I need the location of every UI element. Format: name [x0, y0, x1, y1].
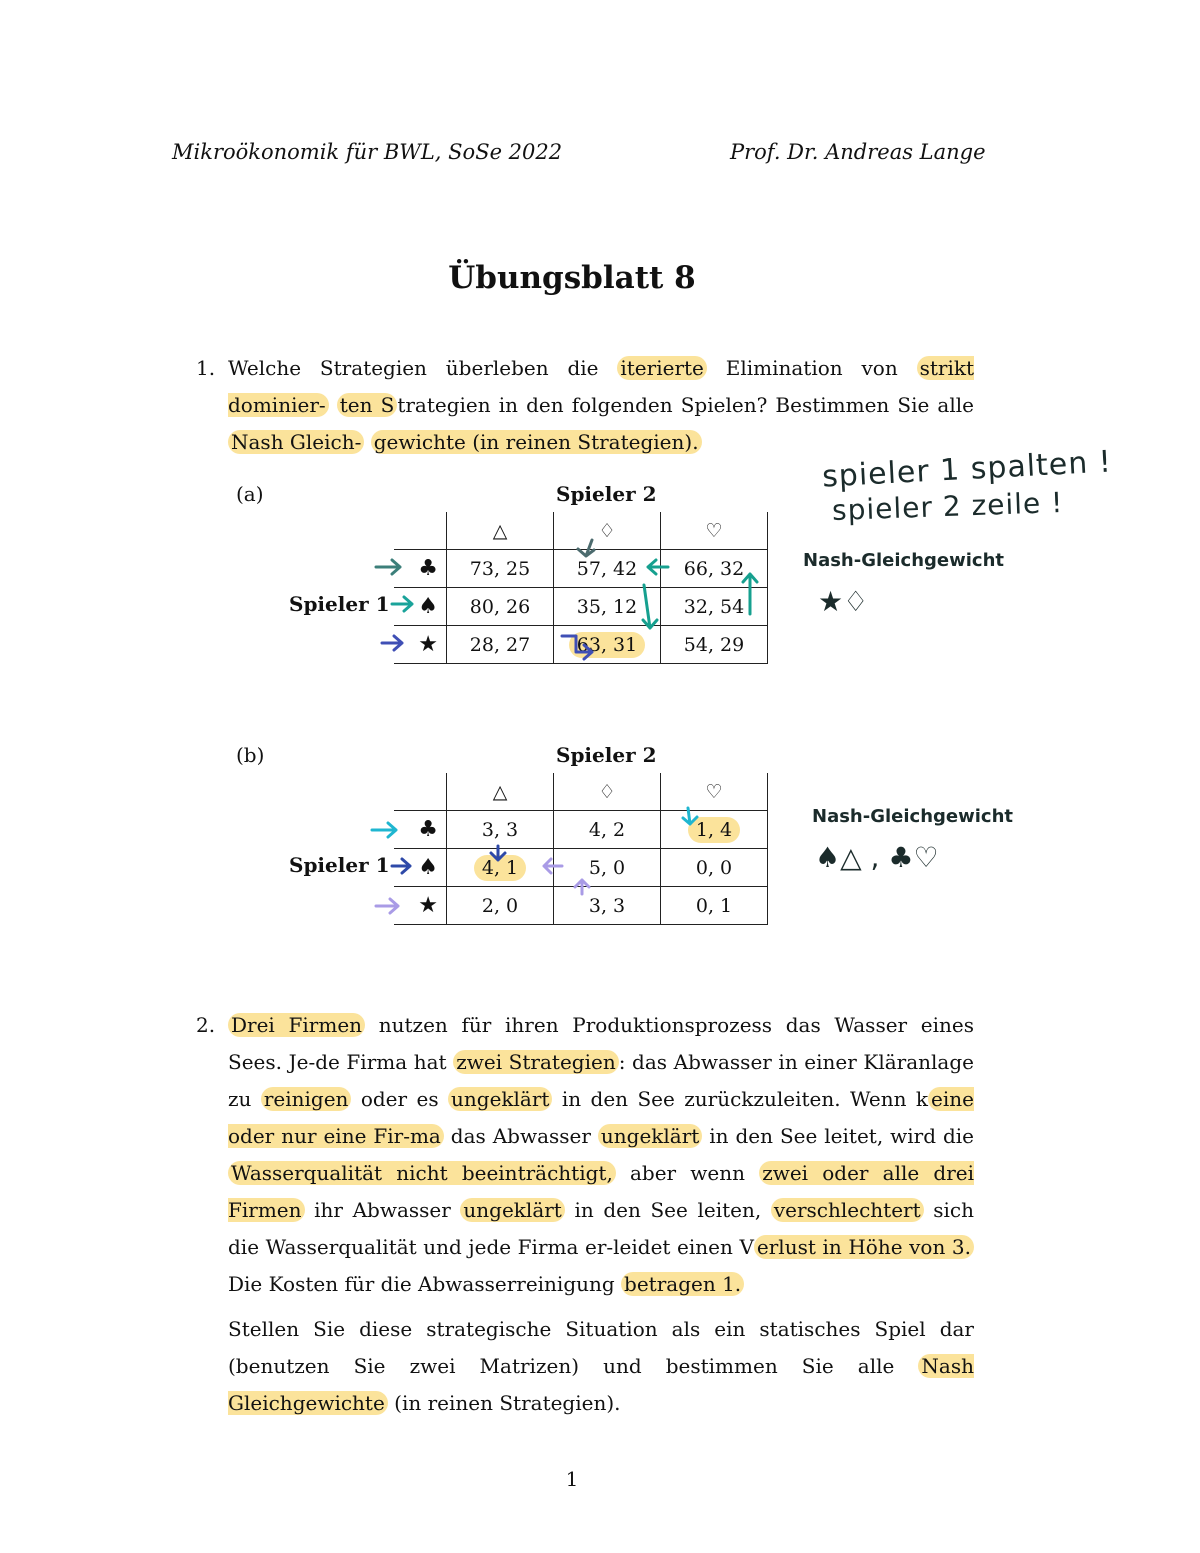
- q1-text: Elimination von: [706, 356, 917, 380]
- payoff-cell-highlighted: [447, 849, 554, 887]
- q1-highlight: iterierte: [617, 356, 707, 380]
- column-header: △: [447, 773, 554, 811]
- payoff-cell: 2, 0: [447, 887, 554, 925]
- column-header: ♢: [554, 512, 661, 550]
- game-b-matrix: [394, 773, 768, 925]
- handwritten-note-1: spieler 1 spalten !: [821, 444, 1113, 495]
- column-header: ♡: [661, 512, 768, 550]
- payoff-cell-highlighted: [554, 626, 661, 664]
- payoff-cell: 28, 27: [447, 626, 554, 664]
- q2-highlight: ungeklärt: [448, 1087, 552, 1111]
- payoff-cell: 3, 3: [447, 811, 554, 849]
- row-header: ♣: [394, 811, 447, 849]
- q2-highlight: zwei Strategien: [453, 1050, 619, 1074]
- question-2-number: 2.: [196, 1013, 216, 1037]
- q2-highlight: Drei Firmen: [228, 1013, 365, 1037]
- q1-highlight: ten S: [337, 393, 398, 417]
- q2-text: sich die Wasserqualität und jede Firma er-leidet einen V: [228, 1198, 974, 1259]
- q2-highlight: zwei oder alle drei Firmen: [228, 1161, 974, 1222]
- nash-equilibrium-highlight: 63, 31: [569, 632, 645, 658]
- column-header: △: [447, 512, 554, 550]
- page-number: 1: [565, 1467, 579, 1491]
- q2-highlight: betragen 1.: [621, 1272, 744, 1296]
- q2-highlight: ungeklärt: [460, 1198, 564, 1222]
- row-header: ♠: [394, 849, 447, 887]
- q2-followup-text: Stellen Sie diese strategische Situation als ein statisches Spiel dar (benutzen Sie zwei Matrizen) und bestimmen Sie alle: [228, 1317, 974, 1378]
- payoff-cell: 5, 0: [554, 849, 661, 887]
- handwritten-nash-b: ♠△ , ♣♡: [815, 841, 939, 874]
- payoff-cell: 66, 32: [661, 550, 768, 588]
- row-header: ♠: [394, 588, 447, 626]
- q2-text: : das Abwasser in einer Kläranlage zu: [228, 1050, 974, 1111]
- nash-equilibrium-highlight: 1, 4: [688, 817, 740, 843]
- q2-highlight: verschlechtert: [771, 1198, 924, 1222]
- handwritten-nash-a: ★♢: [818, 585, 869, 618]
- q2-highlight: ungeklärt: [598, 1124, 702, 1148]
- handwritten-nash-label-a: Nash-Gleichgewicht: [803, 550, 1004, 571]
- q2-followup-highlight: Nash Gleichgewichte: [228, 1354, 974, 1415]
- q2-highlight: erlust in Höhe von 3.: [754, 1235, 974, 1259]
- q2-text: aber wenn: [615, 1161, 760, 1185]
- payoff-cell-highlighted: [661, 811, 768, 849]
- q1-highlight: strikt dominier-: [228, 356, 974, 417]
- question-2-text: [228, 1007, 974, 1303]
- game-b-label: (b): [236, 743, 265, 767]
- game-a-matrix: [394, 512, 768, 664]
- q2-text: in den See leitet, wird die: [702, 1124, 974, 1148]
- payoff-cell: 73, 25: [447, 550, 554, 588]
- q2-followup-text: (in reinen Strategien).: [387, 1391, 621, 1415]
- game-a-label: (a): [236, 482, 264, 506]
- q1-highlight: gewichte (in reinen Strategien).: [371, 430, 702, 454]
- game-a-player2: Spieler 2: [556, 482, 657, 506]
- q2-highlight: eine oder nur eine Fir-ma: [228, 1087, 974, 1148]
- payoff-cell: 57, 42: [554, 550, 661, 588]
- page-title: Übungsblatt 8: [448, 260, 696, 296]
- payoff-cell: 35, 12: [554, 588, 661, 626]
- q2-text: Die Kosten für die Abwasserreinigung: [228, 1272, 622, 1296]
- corner-cell: [394, 512, 447, 550]
- q2-text: ihr Abwasser: [304, 1198, 461, 1222]
- nash-equilibrium-highlight: 4, 1: [474, 855, 526, 881]
- payoff-cell: 4, 2: [554, 811, 661, 849]
- q2-highlight: reinigen: [261, 1087, 352, 1111]
- row-header: ♣: [394, 550, 447, 588]
- lecturer-header: Prof. Dr. Andreas Lange: [730, 140, 986, 164]
- column-header: ♡: [661, 773, 768, 811]
- game-b-player2: Spieler 2: [556, 743, 657, 767]
- question-2-followup: [228, 1311, 974, 1422]
- column-header: ♢: [554, 773, 661, 811]
- payoff-cell: 54, 29: [661, 626, 768, 664]
- q2-text: nutzen für ihren Produktionsprozess das Wasser eines Sees. Je-de Firma hat: [228, 1013, 975, 1074]
- row-header: ★: [394, 626, 447, 664]
- payoff-cell: 32, 54: [661, 588, 768, 626]
- question-1-number: 1.: [196, 356, 216, 380]
- q1-highlight: Nash Gleich-: [228, 430, 364, 454]
- q2-highlight: Wasserqualität nicht beeinträchtigt,: [228, 1161, 616, 1185]
- q2-text: in den See zurückzuleiten. Wenn k: [552, 1087, 929, 1111]
- row-header: ★: [394, 887, 447, 925]
- corner-cell: [394, 773, 447, 811]
- handwritten-note-2: spieler 2 zeile !: [831, 485, 1064, 528]
- q2-text: in den See leiten,: [564, 1198, 771, 1222]
- q2-text: das Abwasser: [443, 1124, 598, 1148]
- game-a-player1: Spieler 1: [289, 592, 390, 616]
- q2-text: oder es: [351, 1087, 448, 1111]
- q1-text: Welche Strategien überleben die: [228, 356, 618, 380]
- handwritten-nash-label-b: Nash-Gleichgewicht: [812, 806, 1013, 827]
- q1-text: trategien in den folgenden Spielen? Bestimmen Sie alle: [397, 393, 974, 417]
- payoff-cell: 0, 1: [661, 887, 768, 925]
- payoff-cell: 0, 0: [661, 849, 768, 887]
- course-header: Mikroökonomik für BWL, SoSe 2022: [172, 140, 563, 164]
- arrow-icon: [372, 823, 396, 837]
- payoff-cell: 3, 3: [554, 887, 661, 925]
- game-b-player1: Spieler 1: [289, 853, 390, 877]
- question-1-text: [228, 350, 974, 461]
- payoff-cell: 80, 26: [447, 588, 554, 626]
